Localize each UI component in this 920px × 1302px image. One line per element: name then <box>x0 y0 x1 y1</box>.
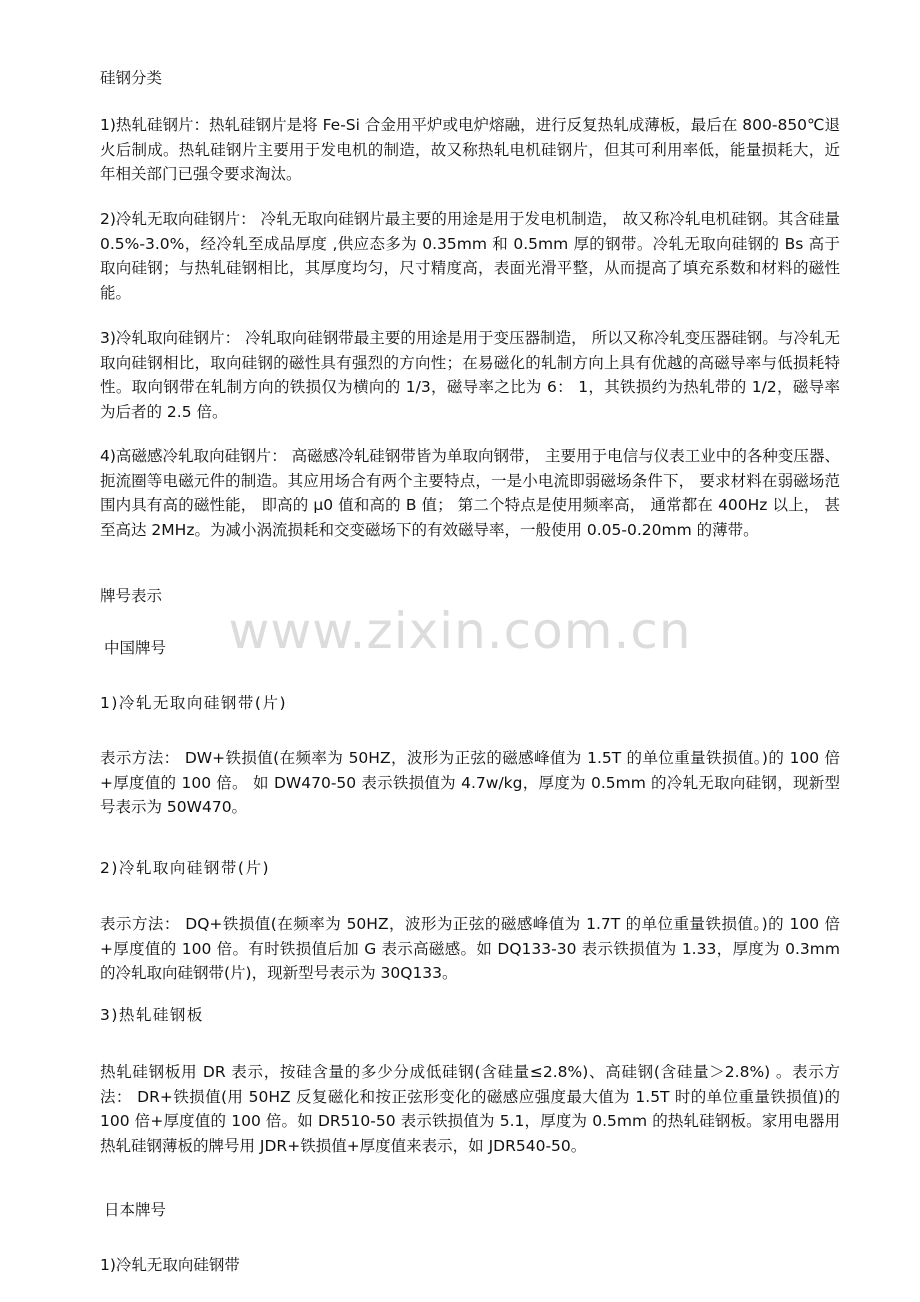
paragraph-cold-rolled-oriented: 3)冷轧取向硅钢片： 冷轧取向硅钢带最主要的用途是用于变压器制造， 所以又称冷轧变压器硅钢。与冷轧无取向硅钢相比，取向硅钢的磁性具有强烈的方向性；在易磁化的轧制方向上具有优越的高磁导率与低损耗特性。取向钢带在轧制方向的铁损仅为横向的 1/3，磁导率之比为 6： 1，其铁损约为热轧带的 1/2，磁导率为后者的 2.5 倍。 <box>100 329 840 421</box>
china-heading-2: 2)冷轧取向硅钢带(片) <box>100 859 271 877</box>
paragraph-hot-rolled: 1)热轧硅钢片：热轧硅钢片是将 Fe-Si 合金用平炉或电炉熔融，进行反复热轧成薄板，最后在 800-850℃退火后制成。热轧硅钢片主要用于发电机的制造，故又称热轧电机硅钢片，但其可利用率低，能量损耗大，近年相关部门已强令要求淘汰。 <box>100 116 840 183</box>
paragraph-high-permeability: 4)高磁感冷轧取向硅钢片： 高磁感冷轧硅钢带皆为单取向钢带， 主要用于电信与仪表工业中的各种变压器、扼流圈等电磁元件的制造。其应用场合有两个主要特点，一是小电流即弱磁场条件下， 要求材料在弱磁场范围内具有高的磁性能， 即高的 μ0 值和高的 B 值； 第二个特点是使用频率高， 通常都在 400Hz 以上， 甚至高达 2MHz。为减小涡流损耗和交变磁场下的有效磁导率，一般使用 0.05-0.20mm 的薄带。 <box>100 447 840 539</box>
page-title: 硅钢分类 <box>100 69 163 87</box>
japan-heading-1: 1)冷轧无取向硅钢带 <box>100 1256 240 1274</box>
watermark-text: www.zixin.com.cn <box>228 602 692 660</box>
china-body-3: 热轧硅钢板用 DR 表示，按硅含量的多少分成低硅钢(含硅量≤2.8%)、高硅钢(含硅量＞2.8%) 。表示方法： DR+铁损值(用 50HZ 反复磁化和按正弦形变化的磁感应强度最大值为 1.5T 时的单位重量铁损值)的 100 倍+厚度值的 100 倍。如 DR510-50 表示铁损值为 5.1，厚度为 0.5mm 的热轧硅钢板。家用电器用热轧硅钢薄板的牌号用 JDR+铁损值+厚度值来表示，如 JDR540-50。 <box>100 1063 845 1155</box>
china-heading-1: 1)冷轧无取向硅钢带(片) <box>100 694 288 712</box>
china-body-1: 表示方法： DW+铁损值(在频率为 50HZ，波形为正弦的磁感峰值为 1.5T 的单位重量铁损值。)的 100 倍+厚度值的 100 倍。 如 DW470-50 表示铁损值为 4.7w/kg，厚度为 0.5mm 的冷轧无取向硅钢，现新型号表示为 50W470。 <box>100 749 840 816</box>
section-heading-china: 中国牌号 <box>104 639 167 657</box>
china-heading-3: 3)热轧硅钢板 <box>100 1006 204 1024</box>
china-body-2: 表示方法： DQ+铁损值(在频率为 50HZ，波形为正弦的磁感峰值为 1.7T 的单位重量铁损值。)的 100 倍+厚度值的 100 倍。有时铁损值后加 G 表示高磁感。如 DQ133-30 表示铁损值为 1.33，厚度为 0.3mm 的冷轧取向硅钢带(片)，现新型号表示为 30Q133。 <box>100 915 845 982</box>
paragraph-cold-rolled-non-oriented: 2)冷轧无取向硅钢片： 冷轧无取向硅钢片最主要的用途是用于发电机制造， 故又称冷轧电机硅钢。其含硅量 0.5%-3.0%，经冷轧至成品厚度 ,供应态多为 0.35mm 和 0.5mm 厚的钢带。冷轧无取向硅钢的 Bs 高于取向硅钢；与热轧硅钢相比，其厚度均匀，尺寸精度高，表面光滑平整，从而提高了填充系数和材料的磁性能。 <box>100 210 845 302</box>
section-heading-japan: 日本牌号 <box>104 1201 167 1219</box>
section-heading-brand: 牌号表示 <box>100 587 163 605</box>
